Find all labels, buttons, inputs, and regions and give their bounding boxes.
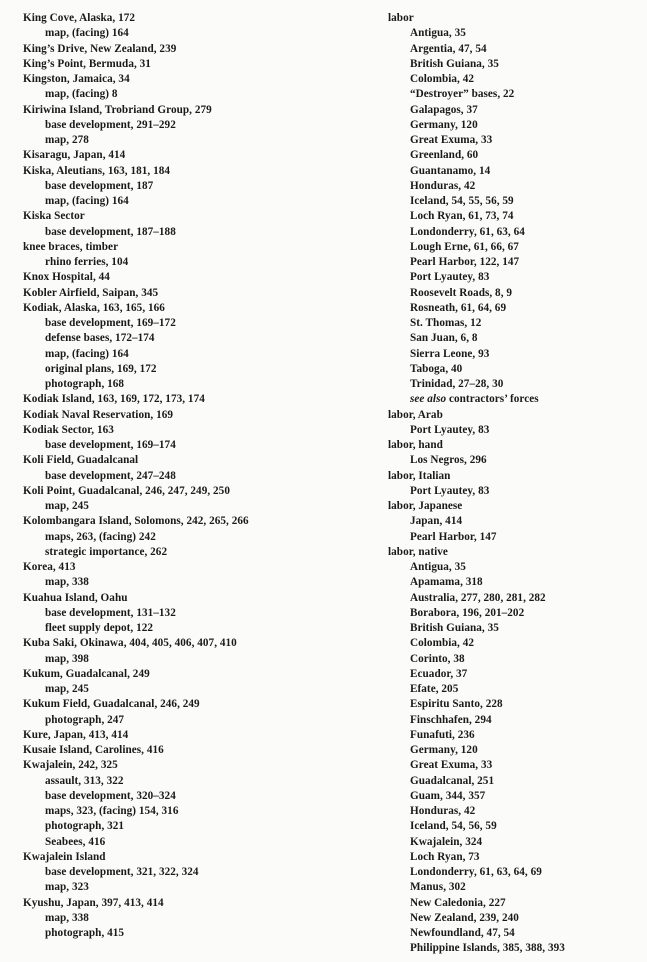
cross-reference-label: see also: [410, 393, 447, 406]
index-entry: Kodiak, Alaska, 163, 165, 166: [23, 301, 165, 314]
index-entry: Kiriwina Island, Trobriand Group, 279: [23, 103, 212, 116]
index-subentry: base development, 291–292: [45, 118, 176, 131]
index-subentry: rhino ferries, 104: [45, 256, 129, 268]
index-subentry: Honduras, 42: [410, 805, 476, 817]
index-subentry: Great Exuma, 33: [410, 759, 493, 772]
index-entry: labor: [388, 12, 414, 24]
index-subentry: maps, 263, (facing) 242: [45, 530, 156, 543]
index-subentry: Finschhafen, 294: [410, 713, 492, 726]
index-subentry: Apamama, 318: [410, 576, 483, 589]
index-entry: Kuba Saki, Okinawa, 404, 405, 406, 407, 410: [23, 637, 237, 650]
index-subentry: map, 338: [45, 911, 89, 924]
index-subentry: Corinto, 38: [410, 652, 465, 665]
index-subentry: Los Negros, 296: [410, 454, 487, 467]
index-subentry: base development, 169–174: [45, 439, 176, 451]
index-subentry: San Juan, 6, 8: [410, 332, 478, 345]
index-subentry: Antigua, 35: [410, 561, 466, 573]
index-subentry: assault, 313, 322: [45, 774, 124, 787]
index-entry: Kiska Sector: [23, 210, 85, 223]
index-subentry: Colombia, 42: [410, 73, 474, 85]
index-subentry: base development, 247–248: [45, 469, 176, 482]
index-subentry: base development, 187–188: [45, 225, 176, 238]
index-subentry: New Zealand, 239, 240: [410, 911, 519, 924]
index-subentry: British Guiana, 35: [410, 622, 499, 634]
index-subentry: Great Exuma, 33: [410, 134, 493, 146]
index-entry: Kukum, Guadalcanal, 249: [23, 667, 150, 680]
index-entry: knee braces, timber: [23, 240, 119, 253]
index-entry: Kure, Japan, 413, 414: [23, 728, 129, 741]
index-subentry: Ecuador, 37: [410, 667, 468, 680]
index-subentry: Germany, 120: [410, 744, 478, 756]
index-subentry: map, (facing) 164: [45, 27, 129, 40]
index-subentry: map, 245: [45, 683, 89, 695]
index-subentry: Manus, 302: [410, 881, 466, 894]
index-entry: Kolombangara Island, Solomons, 242, 265, 266: [23, 515, 249, 528]
index-subentry: base development, 131–132: [45, 606, 176, 619]
index-subentry: map, (facing) 164: [45, 347, 129, 360]
index-subentry: Philippine Islands, 385, 388, 393: [410, 942, 565, 955]
index-subentry: New Caledonia, 227: [410, 896, 506, 909]
index-subentry: St. Thomas, 12: [410, 317, 482, 329]
index-subentry: Guam, 344, 357: [410, 789, 486, 802]
index-subentry: Pearl Harbor, 122, 147: [410, 256, 520, 268]
index-subentry: Pearl Harbor, 147: [410, 530, 497, 543]
index-subentry: Kwajalein, 324: [410, 835, 483, 848]
index-subentry: Rosneath, 61, 64, 69: [410, 301, 507, 314]
index-subentry: photograph, 168: [45, 378, 125, 390]
index-subentry: base development, 320–324: [45, 789, 176, 802]
index-subentry: British Guiana, 35: [410, 57, 499, 70]
index-subentry: Greenland, 60: [410, 149, 479, 162]
index-column-left: [23, 11, 353, 941]
index-entry: King’s Drive, New Zealand, 239: [23, 42, 177, 55]
index-subentry: Colombia, 42: [410, 637, 474, 650]
index-entry: Koli Point, Guadalcanal, 246, 247, 249, 250: [23, 484, 230, 497]
index-subentry: Argentia, 47, 54: [410, 42, 487, 55]
index-subentry: defense bases, 172–174: [45, 332, 155, 345]
index-subentry: Taboga, 40: [410, 362, 463, 375]
index-subentry: Port Lyautey, 83: [410, 271, 490, 284]
index-entry: Kobler Airfield, Saipan, 345: [23, 286, 159, 299]
index-subentry: Roosevelt Roads, 8, 9: [410, 286, 513, 299]
index-subentry: Honduras, 42: [410, 179, 476, 192]
index-subentry: Port Lyautey, 83: [410, 423, 490, 436]
index-subentry: map, (facing) 8: [45, 88, 118, 101]
index-subentry: map, 245: [45, 500, 89, 512]
index-entry: Koli Field, Guadalcanal: [23, 454, 139, 467]
index-subentry: Londonderry, 61, 63, 64, 69: [410, 866, 542, 878]
index-entry: Kingston, Jamaica, 34: [23, 73, 130, 85]
index-entry: Kwajalein Island: [23, 850, 106, 863]
index-subentry: base development, 187: [45, 179, 154, 192]
index-subentry: map, (facing) 164: [45, 195, 129, 207]
cross-reference-target: contractors’ forces: [446, 393, 539, 406]
index-subentry: Espiritu Santo, 228: [410, 698, 503, 711]
index-entry: Kusaie Island, Carolines, 416: [23, 744, 164, 756]
index-entry: Knox Hospital, 44: [23, 271, 110, 284]
index-subentry: Sierra Leone, 93: [410, 347, 490, 360]
index-entry: Kiska, Aleutians, 163, 181, 184: [23, 164, 171, 177]
index-subentry: photograph, 321: [45, 820, 125, 833]
index-subentry: Newfoundland, 47, 54: [410, 927, 515, 939]
index-subentry: base development, 169–172: [45, 317, 176, 329]
index-subentry: map, 323: [45, 881, 89, 894]
index-entry: labor, Japanese: [388, 500, 463, 512]
index-subentry: fleet supply depot, 122: [45, 622, 154, 634]
index-entry: Kuahua Island, Oahu: [23, 591, 128, 604]
index-subentry: Funafuti, 236: [410, 728, 475, 741]
index-entry: labor, Arab: [388, 408, 443, 421]
index-subentry: Antigua, 35: [410, 27, 466, 40]
index-subentry: base development, 321, 322, 324: [45, 866, 199, 878]
index-subentry: Trinidad, 27–28, 30: [410, 378, 504, 390]
index-subentry: original plans, 169, 172: [45, 362, 157, 375]
index-subentry: Australia, 277, 280, 281, 282: [410, 591, 546, 604]
index-subentry: Loch Ryan, 61, 73, 74: [410, 210, 514, 223]
index-subentry: photograph, 247: [45, 713, 125, 726]
index-entry: Kwajalein, 242, 325: [23, 759, 118, 772]
index-subentry: map, 338: [45, 576, 89, 589]
index-entry: Kodiak Sector, 163: [23, 423, 114, 436]
index-entry: Kukum Field, Guadalcanal, 246, 249: [23, 698, 200, 711]
index-subentry: [388, 392, 640, 407]
index-entry: Kisaragu, Japan, 414: [23, 149, 126, 162]
index-subentry: Guadalcanal, 251: [410, 774, 495, 787]
index-entry: labor, Italian: [388, 469, 451, 482]
index-subentry: Seabees, 416: [45, 835, 106, 848]
index-subentry: photograph, 415: [45, 927, 125, 939]
index-subentry: map, 278: [45, 134, 89, 146]
index-subentry: Efate, 205: [410, 683, 459, 695]
index-entry: labor, hand: [388, 439, 443, 451]
index-entry: King’s Point, Bermuda, 31: [23, 57, 151, 70]
index-subentry: Guantanamo, 14: [410, 164, 491, 177]
index-subentry: Loch Ryan, 73: [410, 850, 480, 863]
index-subentry: Iceland, 54, 56, 59: [410, 820, 497, 833]
index-subentry: maps, 323, (facing) 154, 316: [45, 805, 179, 817]
index-entry: Kodiak Island, 163, 169, 172, 173, 174: [23, 393, 205, 406]
index-subentry: Lough Erne, 61, 66, 67: [410, 240, 519, 253]
index-subentry: Borabora, 196, 201–202: [410, 606, 525, 619]
index-subentry: Galapagos, 37: [410, 103, 478, 116]
index-subentry: strategic importance, 262: [45, 545, 168, 558]
index-entry: labor, native: [388, 545, 448, 558]
index-entry: King Cove, Alaska, 172: [23, 12, 136, 24]
index-column-right: [388, 11, 640, 957]
index-subentry: Germany, 120: [410, 118, 478, 131]
index-subentry: map, 398: [45, 652, 89, 665]
index-entry: Kodiak Naval Reservation, 169: [23, 408, 173, 421]
index-entry: Kyushu, Japan, 397, 413, 414: [23, 896, 164, 909]
index-subentry: Londonderry, 61, 63, 64: [410, 225, 525, 238]
index-entry: Korea, 413: [23, 561, 76, 573]
index-subentry: Japan, 414: [410, 515, 463, 528]
index-subentry: Iceland, 54, 55, 56, 59: [410, 195, 514, 207]
index-subentry: “Destroyer” bases, 22: [410, 88, 515, 101]
index-subentry: Port Lyautey, 83: [410, 484, 490, 497]
